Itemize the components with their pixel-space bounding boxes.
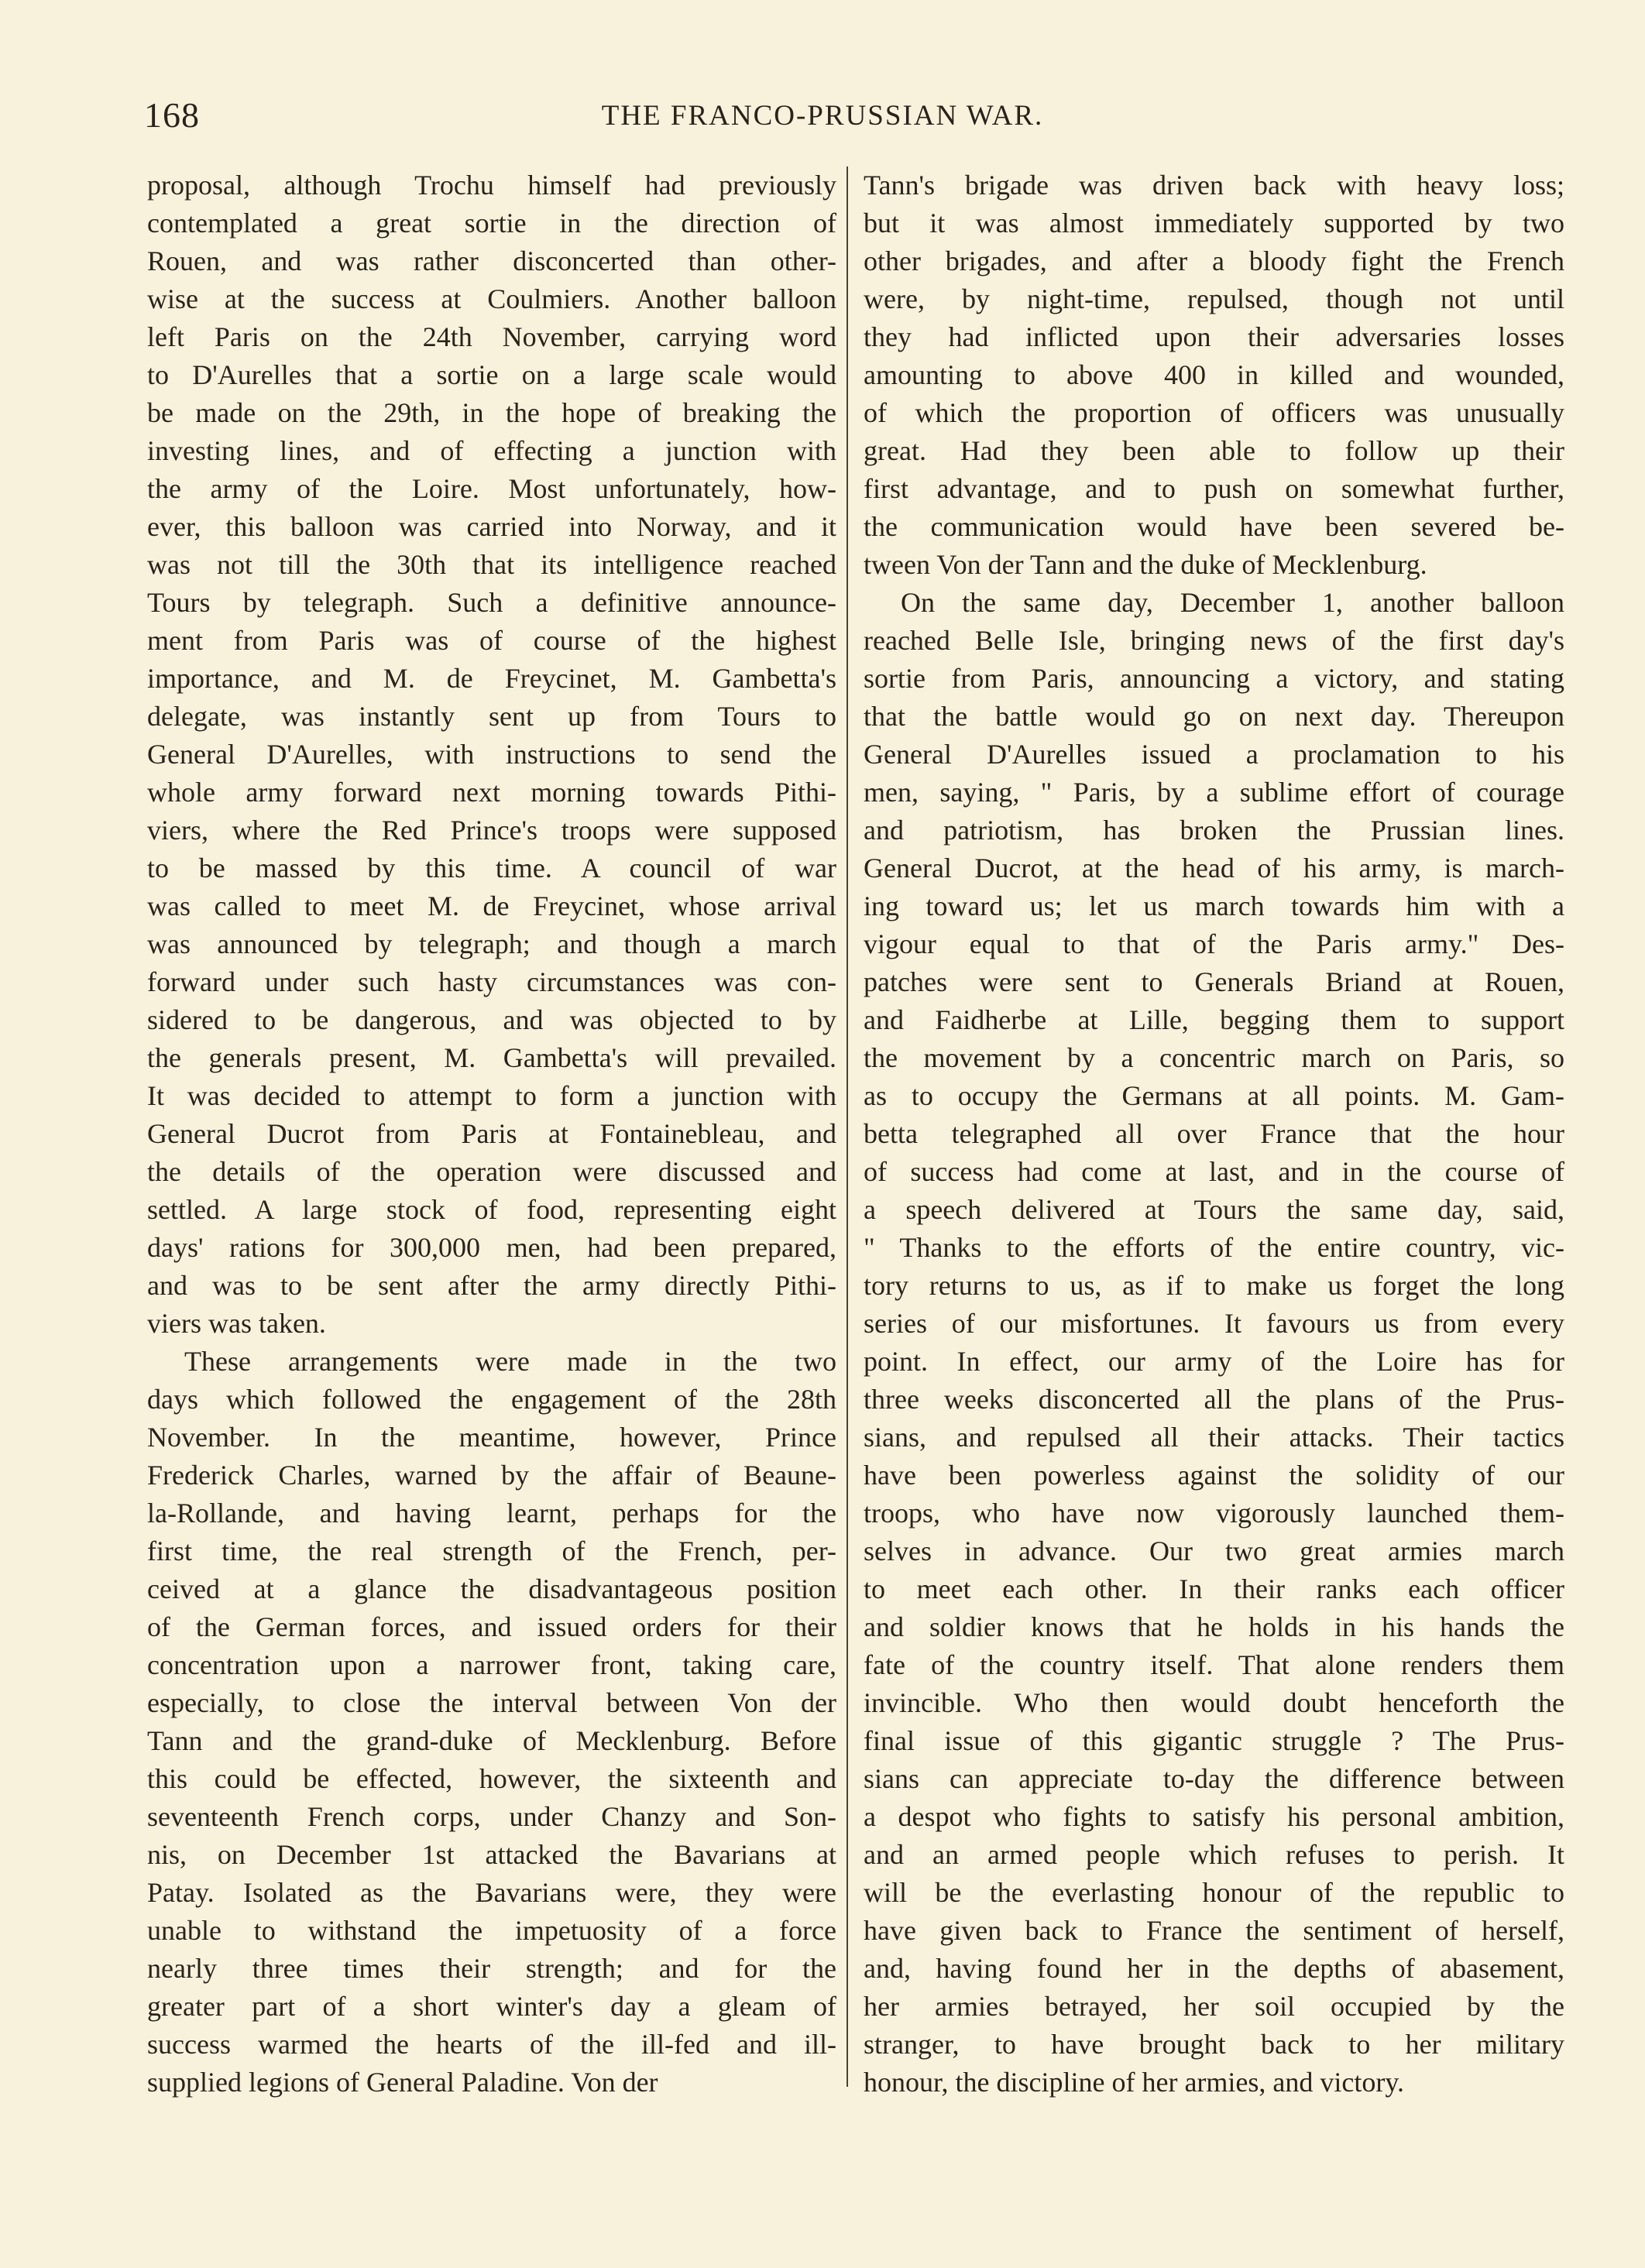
text-line: as to occupy the Germans at all points. M. Gam- bbox=[864, 1080, 1564, 1111]
text-line: General Ducrot from Paris at Fontainebleau, and bbox=[147, 1118, 836, 1149]
text-line: the communication would have been severed be- bbox=[864, 511, 1564, 542]
text-line: but it was almost immediately supported by two bbox=[864, 208, 1564, 238]
text-line: supplied legions of General Paladine. Von der bbox=[147, 2067, 658, 2098]
text-line: troops, who have now vigorously launched them- bbox=[864, 1498, 1564, 1529]
text-line: to meet each other. In their ranks each officer bbox=[864, 1573, 1564, 1604]
text-line: were, by night-time, repulsed, though not until bbox=[864, 283, 1564, 314]
text-line: first time, the real strength of the French, per- bbox=[147, 1535, 836, 1566]
text-line: sortie from Paris, announcing a victory, and stating bbox=[864, 663, 1564, 694]
text-line: tween Von der Tann and the duke of Mecklenburg. bbox=[864, 549, 1427, 580]
text-line: amounting to above 400 in killed and wounded, bbox=[864, 359, 1564, 390]
text-line: sidered to be dangerous, and was objected to by bbox=[147, 1004, 836, 1035]
text-line: proposal, although Trochu himself had previously bbox=[147, 170, 836, 201]
text-line: forward under such hasty circumstances was con- bbox=[147, 966, 836, 997]
text-line: Patay. Isolated as the Bavarians were, they were bbox=[147, 1877, 836, 1908]
text-line: and was to be sent after the army directly Pithi- bbox=[147, 1270, 836, 1301]
text-line: invincible. Who then would doubt henceforth the bbox=[864, 1687, 1564, 1718]
text-line: have been powerless against the solidity of our bbox=[864, 1460, 1564, 1491]
text-line: la-Rollande, and having learnt, perhaps for the bbox=[147, 1498, 836, 1529]
text-line: patches were sent to Generals Briand at Rouen, bbox=[864, 966, 1564, 997]
text-line: the generals present, M. Gambetta's will prevailed. bbox=[147, 1042, 836, 1073]
text-line: the movement by a concentric march on Paris, so bbox=[864, 1042, 1564, 1073]
text-line: vigour equal to that of the Paris army." Des- bbox=[864, 928, 1564, 959]
text-line: fate of the country itself. That alone renders them bbox=[864, 1649, 1564, 1680]
text-line: left Paris on the 24th November, carrying word bbox=[147, 321, 836, 352]
text-line: to be massed by this time. A council of war bbox=[147, 853, 836, 884]
text-line: contemplated a great sortie in the direction of bbox=[147, 208, 836, 238]
text-line: and, having found her in the depths of abasement, bbox=[864, 1953, 1564, 1984]
text-line: ing toward us; let us march towards him with a bbox=[864, 890, 1564, 921]
text-line: series of our misfortunes. It favours us from every bbox=[864, 1308, 1564, 1339]
text-line: seventeenth French corps, under Chanzy and Son- bbox=[147, 1801, 836, 1832]
text-line: they had inflicted upon their adversaries losses bbox=[864, 321, 1564, 352]
text-line: greater part of a short winter's day a gleam of bbox=[147, 1991, 836, 2022]
text-line: importance, and M. de Freycinet, M. Gambetta's bbox=[147, 663, 836, 694]
text-line: of the German forces, and issued orders for their bbox=[147, 1611, 836, 1642]
text-line: sians can appreciate to-day the difference between bbox=[864, 1763, 1564, 1794]
text-line: viers was taken. bbox=[147, 1308, 326, 1339]
text-line: concentration upon a narrower front, taking care, bbox=[147, 1649, 836, 1680]
text-line: to D'Aurelles that a sortie on a large scale would bbox=[147, 359, 836, 390]
text-line: and patriotism, has broken the Prussian lines. bbox=[864, 815, 1564, 846]
text-line: " Thanks to the efforts of the entire country, vic- bbox=[864, 1232, 1564, 1263]
text-line: of success had come at last, and in the course of bbox=[864, 1156, 1564, 1187]
text-line: selves in advance. Our two great armies march bbox=[864, 1535, 1564, 1566]
text-line: a despot who fights to satisfy his personal ambition, bbox=[864, 1801, 1564, 1832]
text-line: and an armed people which refuses to perish. It bbox=[864, 1839, 1564, 1870]
text-line: stranger, to have brought back to her military bbox=[864, 2029, 1564, 2060]
text-line: first advantage, and to push on somewhat further, bbox=[864, 473, 1564, 504]
text-line: On the same day, December 1, another balloon bbox=[901, 587, 1564, 618]
text-line: a speech delivered at Tours the same day, said, bbox=[864, 1194, 1564, 1225]
right-column bbox=[864, 166, 1564, 2133]
text-line: November. In the meantime, however, Prince bbox=[147, 1422, 836, 1453]
text-line: sians, and repulsed all their attacks. Their tactics bbox=[864, 1422, 1564, 1453]
running-title: THE FRANCO-PRUSSIAN WAR. bbox=[601, 100, 1044, 132]
text-line: Tann and the grand-duke of Mecklenburg. Before bbox=[147, 1725, 836, 1756]
text-line: Tours by telegraph. Such a definitive announce- bbox=[147, 587, 836, 618]
text-line: men, saying, " Paris, by a sublime effort of courage bbox=[864, 777, 1564, 808]
text-line: was not till the 30th that its intelligence reached bbox=[147, 549, 836, 580]
text-line: the details of the operation were discussed and bbox=[147, 1156, 836, 1187]
text-line: settled. A large stock of food, representing eight bbox=[147, 1194, 836, 1225]
text-line: nearly three times their strength; and for the bbox=[147, 1953, 836, 1984]
text-line: ment from Paris was of course of the highest bbox=[147, 625, 836, 656]
text-line: success warmed the hearts of the ill-fed and ill- bbox=[147, 2029, 836, 2060]
text-line: the army of the Loire. Most unfortunately, how- bbox=[147, 473, 836, 504]
text-line: ever, this balloon was carried into Norway, and it bbox=[147, 511, 836, 542]
text-line: and soldier knows that he holds in his hands the bbox=[864, 1611, 1564, 1642]
text-line: that the battle would go on next day. Thereupon bbox=[864, 701, 1564, 732]
text-line: will be the everlasting honour of the republic to bbox=[864, 1877, 1564, 1908]
text-line: ceived at a glance the disadvantageous position bbox=[147, 1573, 836, 1604]
text-line: honour, the discipline of her armies, and victory. bbox=[864, 2067, 1405, 2098]
left-column bbox=[147, 166, 836, 2133]
text-line: wise at the success at Coulmiers. Another balloon bbox=[147, 283, 836, 314]
text-line: great. Had they been able to follow up their bbox=[864, 435, 1564, 466]
text-line: her armies betrayed, her soil occupied by the bbox=[864, 1991, 1564, 2022]
text-line: was announced by telegraph; and though a march bbox=[147, 928, 836, 959]
text-line: Tann's brigade was driven back with heavy loss; bbox=[864, 170, 1564, 201]
text-line: It was decided to attempt to form a junction with bbox=[147, 1080, 836, 1111]
text-line: whole army forward next morning towards Pithi- bbox=[147, 777, 836, 808]
text-line: point. In effect, our army of the Loire has for bbox=[864, 1346, 1564, 1377]
text-line: have given back to France the sentiment of herself, bbox=[864, 1915, 1564, 1946]
text-line: viers, where the Red Prince's troops were supposed bbox=[147, 815, 836, 846]
text-line: General Ducrot, at the head of his army, is march- bbox=[864, 853, 1564, 884]
text-line: These arrangements were made in the two bbox=[184, 1346, 836, 1377]
text-line: was called to meet M. de Freycinet, whose arrival bbox=[147, 890, 836, 921]
column-divider bbox=[847, 166, 848, 2087]
text-line: be made on the 29th, in the hope of breaking the bbox=[147, 397, 836, 428]
page-number: 168 bbox=[144, 95, 200, 135]
text-line: nis, on December 1st attacked the Bavarians at bbox=[147, 1839, 836, 1870]
text-line: General D'Aurelles, with instructions to send the bbox=[147, 739, 836, 770]
text-line: tory returns to us, as if to make us forget the long bbox=[864, 1270, 1564, 1301]
text-line: days' rations for 300,000 men, had been prepared, bbox=[147, 1232, 836, 1263]
text-line: days which followed the engagement of the 28th bbox=[147, 1384, 836, 1415]
text-line: final issue of this gigantic struggle ? The Prus- bbox=[864, 1725, 1564, 1756]
text-line: especially, to close the interval between Von der bbox=[147, 1687, 836, 1718]
text-line: General D'Aurelles issued a proclamation to his bbox=[864, 739, 1564, 770]
text-line: Rouen, and was rather disconcerted than other- bbox=[147, 245, 836, 276]
text-line: and Faidherbe at Lille, begging them to support bbox=[864, 1004, 1564, 1035]
text-line: other brigades, and after a bloody fight the French bbox=[864, 245, 1564, 276]
text-line: reached Belle Isle, bringing news of the first day's bbox=[864, 625, 1564, 656]
text-line: of which the proportion of officers was unusually bbox=[864, 397, 1564, 428]
text-line: three weeks disconcerted all the plans of the Prus- bbox=[864, 1384, 1564, 1415]
text-line: delegate, was instantly sent up from Tours to bbox=[147, 701, 836, 732]
text-line: investing lines, and of effecting a junction with bbox=[147, 435, 836, 466]
text-line: Frederick Charles, warned by the affair of Beaune- bbox=[147, 1460, 836, 1491]
text-line: unable to withstand the impetuosity of a force bbox=[147, 1915, 836, 1946]
text-line: this could be effected, however, the sixteenth and bbox=[147, 1763, 836, 1794]
text-line: betta telegraphed all over France that the hour bbox=[864, 1118, 1564, 1149]
